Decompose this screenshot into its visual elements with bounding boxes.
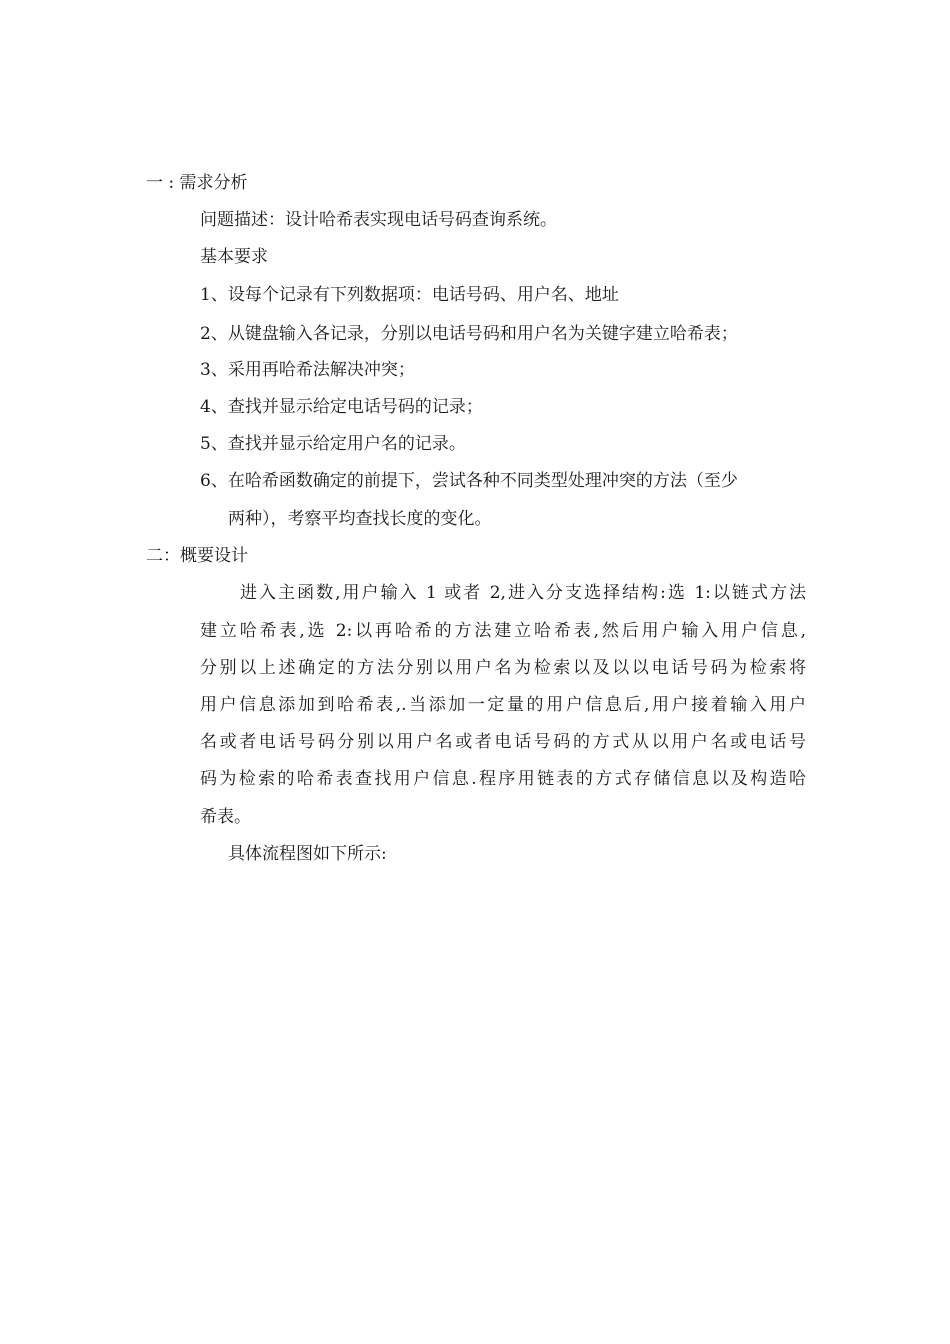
overview-paragraph-line: 分别以上述确定的方法分别以用户名为检索以及以以电话号码为检索将 xyxy=(200,658,806,678)
overview-paragraph-line: 进入主函数,用户输入 1 或者 2,进入分支选择结构:选 1:以链式方法 xyxy=(240,583,806,603)
requirement-item-4: 4、查找并显示给定电话号码的记录； xyxy=(200,397,483,417)
requirement-item-6-continuation: 两种），考察平均查找长度的变化。 xyxy=(228,509,492,529)
overview-paragraph-line: 希表。 xyxy=(200,807,251,827)
overview-paragraph-line: 名或者电话号码分别以用户名或者电话号码的方式从以用户名或电话号 xyxy=(200,732,806,752)
requirement-item-6: 6、在哈希函数确定的前提下，尝试各种不同类型处理冲突的方法（至少 xyxy=(200,471,738,491)
requirement-item-5: 5、查找并显示给定用户名的记录。 xyxy=(200,434,466,454)
requirements-title: 基本要求 xyxy=(200,247,268,267)
section-1-heading: 一 : 需求分析 xyxy=(146,173,248,193)
section-2-heading: 二：概要设计 xyxy=(146,546,248,566)
overview-paragraph-line: 建立哈希表,选 2:以再哈希的方法建立哈希表,然后用户输入用户信息, xyxy=(200,621,806,641)
requirement-item-3: 3、采用再哈希法解决冲突； xyxy=(200,360,415,380)
overview-paragraph-line: 用户信息添加到哈希表,.当添加一定量的用户信息后,用户接着输入用户 xyxy=(200,695,806,715)
flowchart-intro: 具体流程图如下所示: xyxy=(228,844,387,864)
problem-description: 问题描述：设计哈希表实现电话号码查询系统。 xyxy=(200,210,557,230)
requirement-item-1: 1、设每个记录有下列数据项：电话号码、用户名、地址 xyxy=(200,285,619,305)
requirement-item-2: 2、从键盘输入各记录，分别以电话号码和用户名为关键字建立哈希表； xyxy=(200,324,738,344)
overview-paragraph-line: 码为检索的哈希表查找用户信息.程序用链表的方式存储信息以及构造哈 xyxy=(200,769,806,789)
